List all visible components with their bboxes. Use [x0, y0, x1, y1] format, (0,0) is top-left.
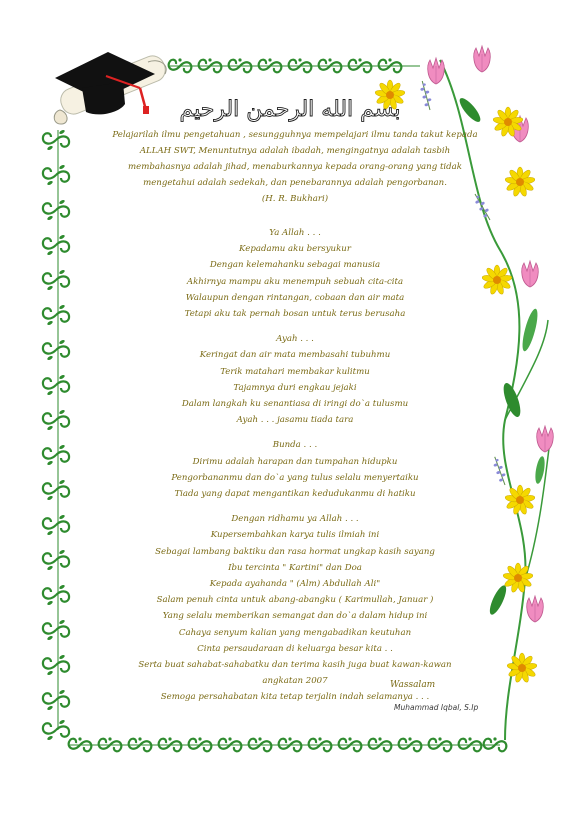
poem-stanza — [85, 437, 505, 502]
stanza-title: Dengan ridhamu ya Allah . . . — [231, 514, 359, 525]
poem-line: angkatan 2007 — [262, 676, 328, 687]
hadith-line: (H. R. Bukhari) — [261, 194, 329, 204]
poem-line: Cahaya senyum kalian yang mengabadikan keutuhan — [178, 627, 412, 638]
basmala-calligraphy: بسم الله الرحمن الرحيم — [179, 97, 401, 122]
poem-line: Akhirnya mampu aku menempuh sebuah cita-cita — [186, 276, 404, 287]
poem-line: Kepada ayahanda " (Alm) Abdullah Ali" — [209, 579, 381, 590]
poem-line: Keringat dan air mata membasahi tubuhmu — [199, 350, 391, 361]
stanza-title: Ya Allah . . . — [269, 228, 321, 238]
poem-line: Semoga persahabatan kita tetap terjalin indah selamanya . . . — [160, 692, 430, 703]
poem-line: Sebagai lambang baktiku dan rasa hormat ungkap kasih sayang — [155, 546, 435, 557]
bottom-vine — [69, 737, 507, 751]
poem-line: Tajamnya duri engkau jejaki — [233, 382, 357, 393]
poem-line: Dirimu adalah harapan dan tumpahan hidupku — [192, 456, 398, 467]
top-vine — [169, 58, 420, 72]
author-signature: Muhammad Iqbal, S.Ip — [394, 703, 479, 712]
graduation-cap-icon — [54, 52, 169, 124]
poem-line: Tiada yang dapat mengantikan kedudukanmu di hatiku — [174, 489, 416, 500]
poem-line: Dalam langkah ku senantiasa di iringi do`a tulusmu — [181, 399, 409, 410]
hadith-line: ALLAH SWT, Menuntutnya adalah ibadah, mengingatnya adalah tasbih — [139, 146, 451, 156]
hadith-paragraph — [85, 127, 505, 207]
poem-line: Kupersembahkan karya tulis ilmiah ini — [210, 530, 380, 541]
hadith-line: membahasnya adalah jihad, menaburkannya kepada orang-orang yang tidak — [128, 162, 462, 172]
poem-stanzas — [85, 225, 505, 706]
stanza-title: Ayah . . . — [276, 334, 314, 345]
poem-stanza — [85, 331, 505, 428]
poem-line: Walaupun dengan rintangan, cobaan dan air mata — [185, 292, 405, 303]
closing-text: Wassalam — [390, 680, 436, 690]
poem-line: Ibu tercinta " Kartini" dan Doa — [228, 562, 362, 573]
poem-line: Salam penuh cinta untuk abang-abangku ( Karimullah, Januar ) — [156, 595, 434, 606]
stanza-title: Bunda . . . — [272, 440, 318, 451]
hadith-line: Pelajarilah ilmu pengetahuan , sesungguhnya mempelajari ilmu tanda takut kepada — [112, 130, 478, 140]
poem-line: Ayah . . . jasamu tiada tara — [236, 415, 354, 426]
poem-line: Serta buat sahabat-sahabatku dan terima kasih juga buat kawan-kawan — [138, 660, 452, 671]
hadith-line: mengetahui adalah sedekah, dan penebarannya adalah pengorbanan. — [143, 178, 447, 188]
poem-line: Cinta persaudaraan di keluarga besar kita . . — [197, 643, 393, 654]
poem-line: Terik matahari membakar kulitmu — [220, 366, 370, 377]
poem-line: Yang selalu memberikan semangat dan do`a dalam hidup ini — [162, 611, 428, 622]
poem-line: Tetapi aku tak pernah bosan untuk terus berusaha — [184, 309, 406, 320]
left-vine — [43, 129, 69, 741]
poem-stanza — [85, 511, 505, 705]
poem-stanza — [85, 225, 505, 322]
dedication-content — [85, 127, 505, 715]
poem-line: Pengorbananmu dan do`a yang tulus selalu menyertaiku — [171, 472, 419, 483]
poem-line: Dengan kelemahanku sebagai manusia — [209, 260, 381, 271]
poem-line: Kepadamu aku bersyukur — [239, 244, 351, 255]
